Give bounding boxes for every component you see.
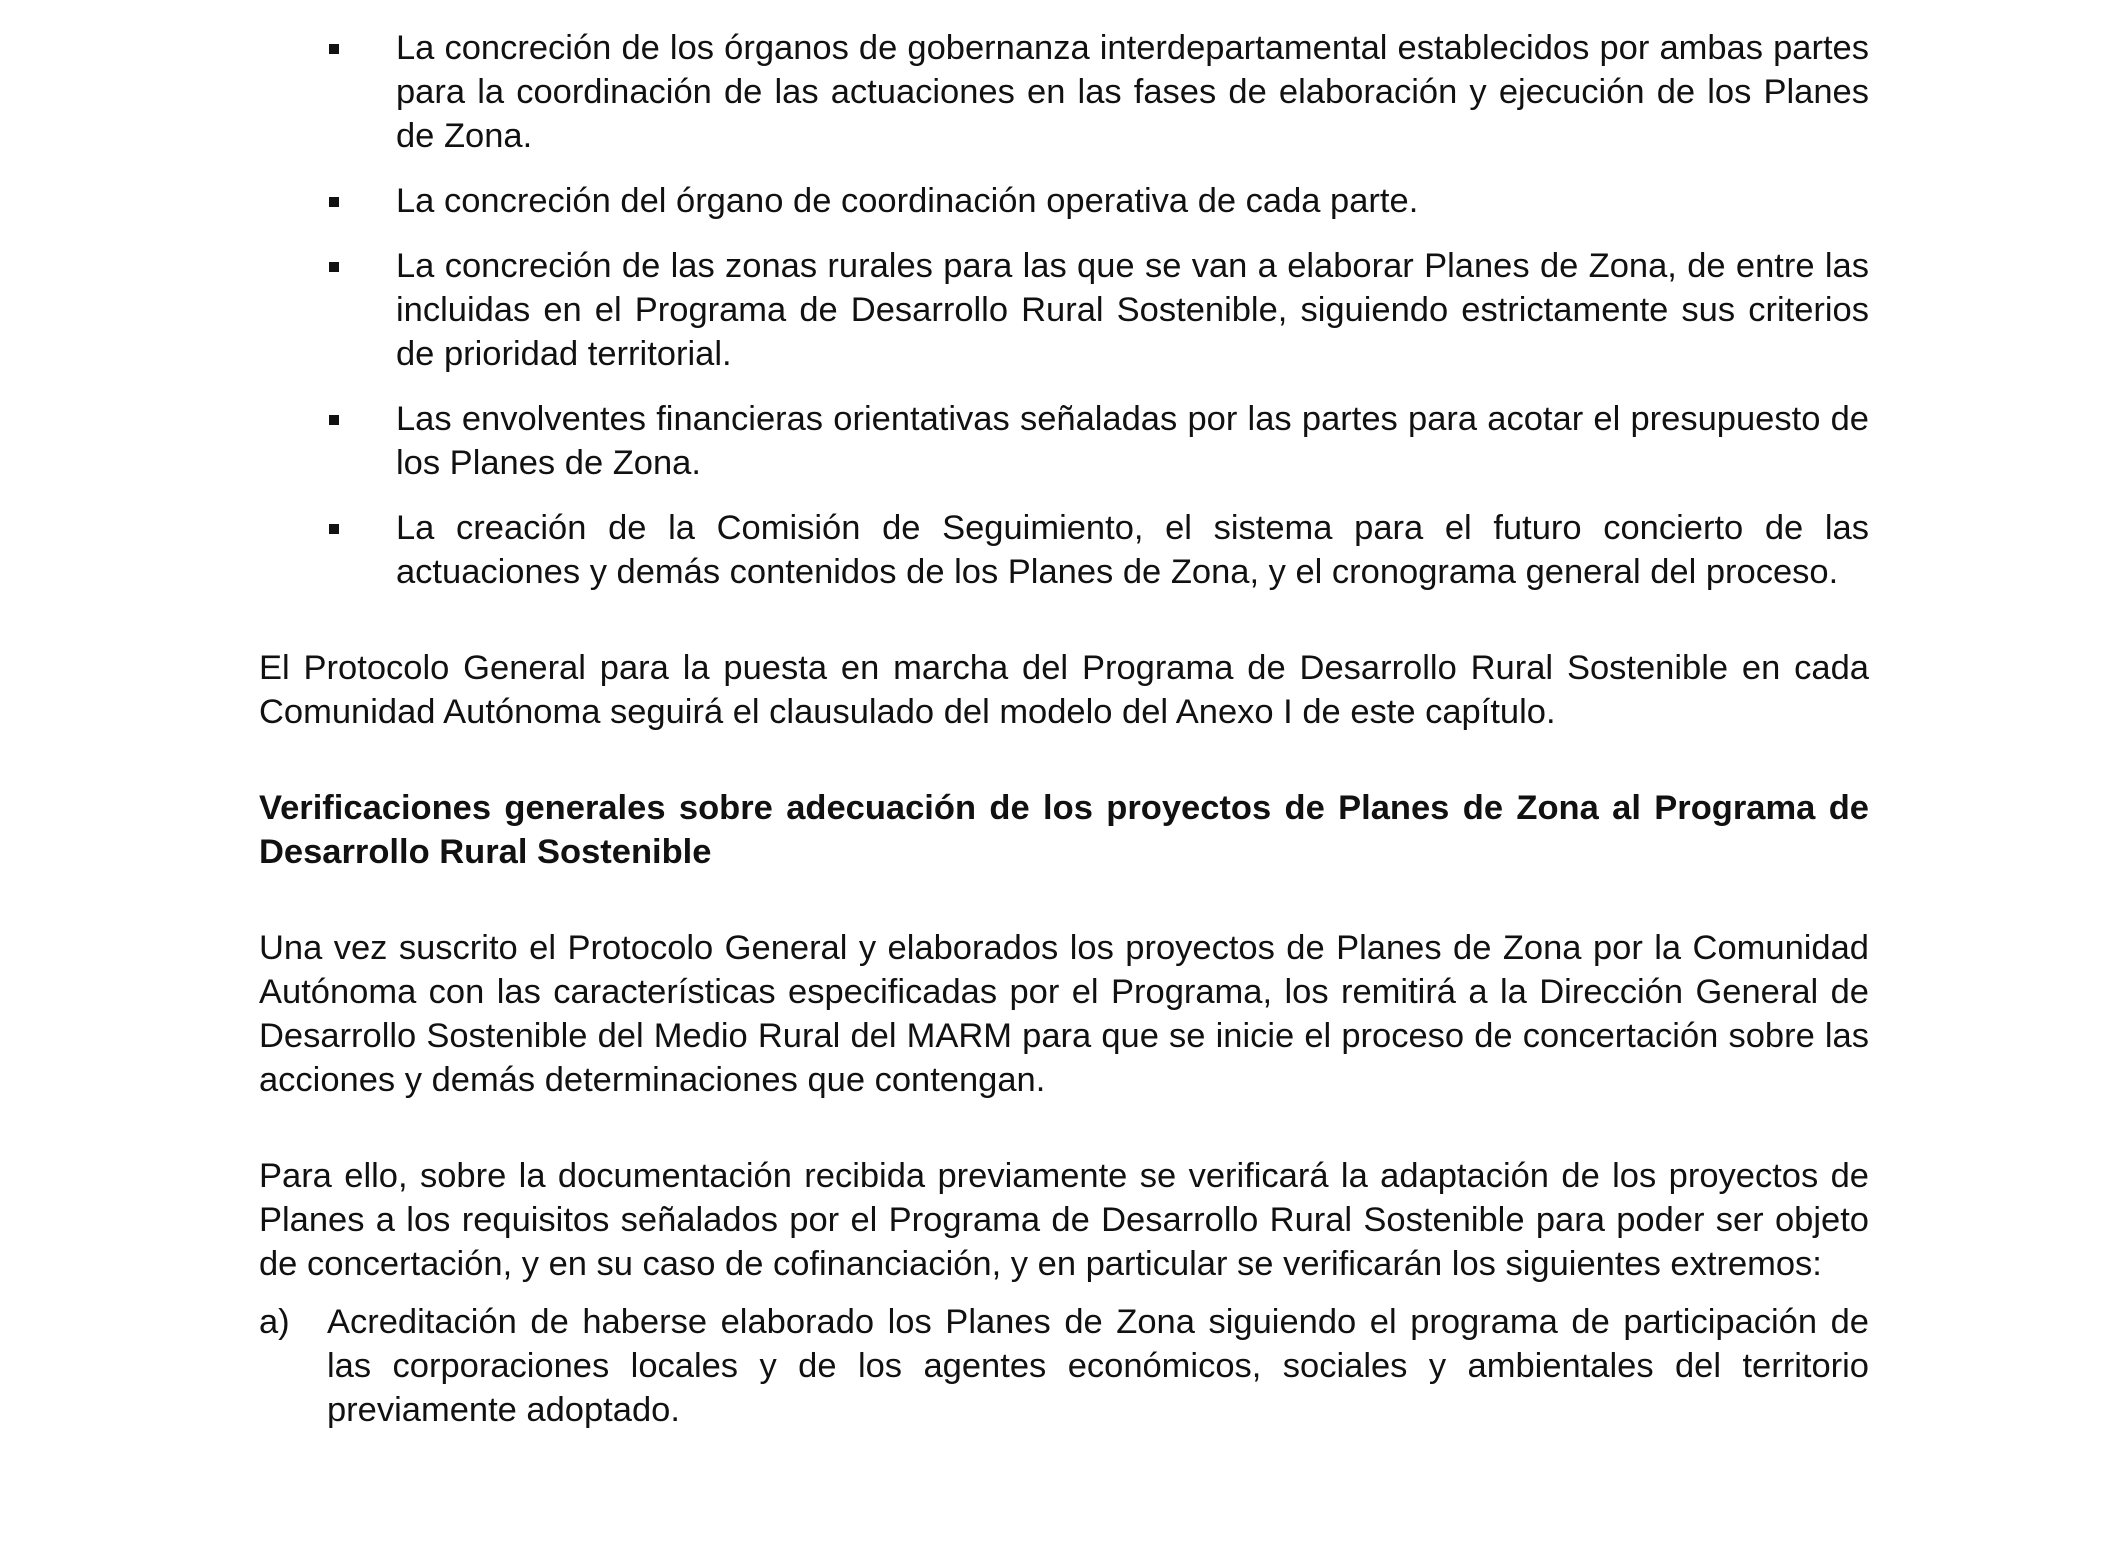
bullet-item: [259, 179, 1869, 223]
bullet-list: [259, 26, 1869, 594]
square-bullet-icon: [329, 44, 339, 54]
bullet-item: [259, 26, 1869, 158]
section-heading: Verificaciones generales sobre adecuación de los proyectos de Planes de Zona al Programa de Desarrollo Rural Sostenible: [259, 789, 1869, 871]
bullet-text: La creación de la Comisión de Seguimiento, el sistema para el futuro concierto de las actuaciones y demás contenidos de los Planes de Zona, y el cronograma general del proceso.: [396, 509, 1869, 591]
bullet-text: La concreción de las zonas rurales para las que se van a elaborar Planes de Zona, de entre las incluidas en el Programa de Desarrollo Rural Sostenible, siguiendo estrictamente sus criterios de prioridad territorial.: [396, 247, 1869, 373]
lettered-list: [259, 1300, 1869, 1432]
square-bullet-icon: [329, 197, 339, 207]
bullet-item: [259, 397, 1869, 485]
lettered-item-text: Acreditación de haberse elaborado los Planes de Zona siguiendo el programa de participación de las corporaciones locales y de los agentes económicos, sociales y ambientales del territorio previamente adoptado.: [327, 1303, 1869, 1429]
square-bullet-icon: [329, 415, 339, 425]
verification-paragraph: Para ello, sobre la documentación recibida previamente se verificará la adaptación de los proyectos de Planes a los requisitos señalados por el Programa de Desarrollo Rural Sostenible para poder ser objeto de concertación, y en su caso de cofinanciación, y en particular se verificarán los siguientes extremos:: [259, 1157, 1869, 1283]
document-body: [259, 26, 1869, 1432]
lettered-item-marker: a): [259, 1303, 290, 1341]
square-bullet-icon: [329, 262, 339, 272]
lettered-item: [259, 1300, 1869, 1432]
bullet-text: Las envolventes financieras orientativas señaladas por las partes para acotar el presupuesto de los Planes de Zona.: [396, 400, 1869, 482]
protocol-paragraph: El Protocolo General para la puesta en marcha del Programa de Desarrollo Rural Sostenible en cada Comunidad Autónoma seguirá el clausulado del modelo del Anexo I de este capítulo.: [259, 649, 1869, 731]
square-bullet-icon: [329, 524, 339, 534]
bullet-item: [259, 244, 1869, 376]
bullet-item: [259, 506, 1869, 594]
bullet-text: La concreción de los órganos de gobernanza interdepartamental establecidos por ambas partes para la coordinación de las actuaciones en las fases de elaboración y ejecución de los Planes de Zona.: [396, 29, 1869, 155]
submission-paragraph: Una vez suscrito el Protocolo General y elaborados los proyectos de Planes de Zona por la Comunidad Autónoma con las características especificadas por el Programa, los remitirá a la Dirección General de Desarrollo Sostenible del Medio Rural del MARM para que se inicie el proceso de concertación sobre las acciones y demás determinaciones que contengan.: [259, 929, 1869, 1099]
bullet-text: La concreción del órgano de coordinación operativa de cada parte.: [396, 182, 1419, 220]
